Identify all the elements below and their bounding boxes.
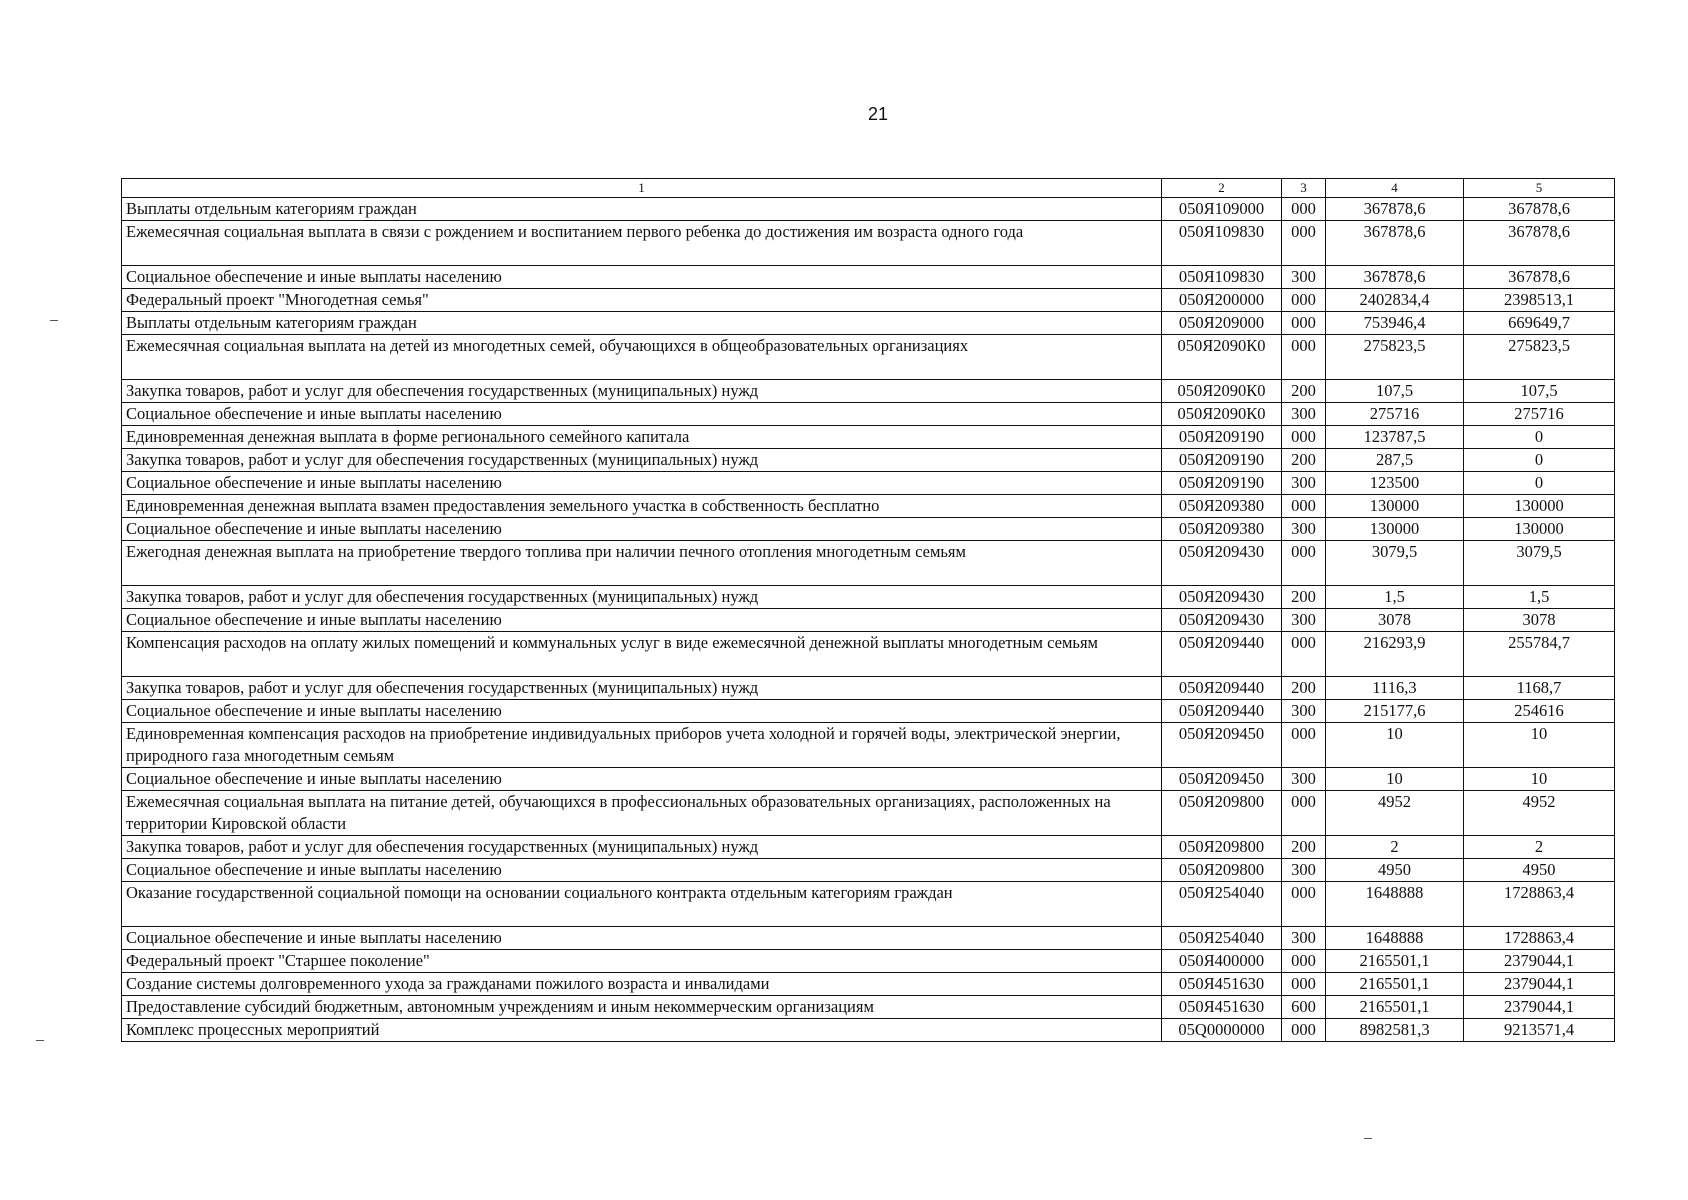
cell-value-col5: 0	[1464, 472, 1615, 495]
cell-value-col4: 1116,3	[1326, 677, 1464, 700]
cell-name: Единовременная компенсация расходов на приобретение индивидуальных приборов учета холодной и горячей воды, электрической энергии, природного газа многодетным семьям	[122, 723, 1162, 768]
cell-code: 050Я209440	[1162, 632, 1282, 677]
cell-name: Оказание государственной социальной помощи на основании социального контракта отдельным категориям граждан	[122, 882, 1162, 927]
cell-expense-type: 000	[1282, 882, 1326, 927]
table-row	[122, 791, 1615, 836]
column-header-3: 3	[1282, 179, 1326, 198]
cell-value-col5: 0	[1464, 449, 1615, 472]
cell-value-col4: 287,5	[1326, 449, 1464, 472]
cell-expense-type: 300	[1282, 700, 1326, 723]
cell-expense-type: 200	[1282, 449, 1326, 472]
cell-expense-type: 000	[1282, 973, 1326, 996]
cell-expense-type: 300	[1282, 859, 1326, 882]
table-row	[122, 335, 1615, 380]
table-row	[122, 996, 1615, 1019]
cell-value-col5: 1728863,4	[1464, 882, 1615, 927]
cell-value-col4: 2165501,1	[1326, 950, 1464, 973]
cell-name: Закупка товаров, работ и услуг для обеспечения государственных (муниципальных) нужд	[122, 836, 1162, 859]
cell-value-col5: 2398513,1	[1464, 289, 1615, 312]
cell-value-col4: 10	[1326, 723, 1464, 768]
cell-expense-type: 200	[1282, 586, 1326, 609]
table-row	[122, 289, 1615, 312]
cell-value-col5: 254616	[1464, 700, 1615, 723]
table-row	[122, 700, 1615, 723]
cell-name: Создание системы долговременного ухода за гражданами пожилого возраста и инвалидами	[122, 973, 1162, 996]
cell-name: Ежегодная денежная выплата на приобретение твердого топлива при наличии печного отопления многодетным семьям	[122, 541, 1162, 586]
table-row	[122, 266, 1615, 289]
cell-expense-type: 200	[1282, 677, 1326, 700]
cell-code: 050Я209430	[1162, 609, 1282, 632]
table-row	[122, 859, 1615, 882]
scan-speck	[1364, 1138, 1372, 1139]
cell-name: Закупка товаров, работ и услуг для обеспечения государственных (муниципальных) нужд	[122, 677, 1162, 700]
column-header-1: 1	[122, 179, 1162, 198]
cell-expense-type: 000	[1282, 723, 1326, 768]
table-body	[122, 198, 1615, 1042]
cell-code: 050Я209190	[1162, 449, 1282, 472]
cell-value-col4: 2402834,4	[1326, 289, 1464, 312]
page-number: 21	[867, 104, 889, 124]
cell-code: 050Я109830	[1162, 221, 1282, 266]
cell-value-col4: 8982581,3	[1326, 1019, 1464, 1042]
cell-value-col4: 753946,4	[1326, 312, 1464, 335]
table-row	[122, 950, 1615, 973]
cell-value-col5: 275716	[1464, 403, 1615, 426]
table-row	[122, 882, 1615, 927]
cell-value-col5: 669649,7	[1464, 312, 1615, 335]
cell-value-col4: 275823,5	[1326, 335, 1464, 380]
cell-expense-type: 300	[1282, 927, 1326, 950]
scan-speck	[36, 1040, 44, 1041]
cell-code: 050Я2090К0	[1162, 380, 1282, 403]
cell-value-col4: 1,5	[1326, 586, 1464, 609]
cell-value-col5: 4950	[1464, 859, 1615, 882]
cell-code: 050Я209440	[1162, 700, 1282, 723]
cell-code: 050Я209800	[1162, 791, 1282, 836]
cell-name: Комплекс процессных мероприятий	[122, 1019, 1162, 1042]
cell-code: 050Я209190	[1162, 426, 1282, 449]
cell-value-col5: 2379044,1	[1464, 950, 1615, 973]
cell-value-col5: 255784,7	[1464, 632, 1615, 677]
cell-value-col5: 10	[1464, 768, 1615, 791]
cell-value-col5: 367878,6	[1464, 266, 1615, 289]
budget-table	[121, 178, 1615, 1042]
cell-name: Ежемесячная социальная выплата на питание детей, обучающихся в профессиональных образовательных организациях, расположенных на территории Кировской области	[122, 791, 1162, 836]
table-row	[122, 472, 1615, 495]
cell-value-col5: 275823,5	[1464, 335, 1615, 380]
cell-value-col4: 367878,6	[1326, 221, 1464, 266]
cell-expense-type: 000	[1282, 541, 1326, 586]
cell-expense-type: 000	[1282, 335, 1326, 380]
cell-expense-type: 200	[1282, 836, 1326, 859]
cell-expense-type: 000	[1282, 791, 1326, 836]
cell-name: Единовременная денежная выплата в форме регионального семейного капитала	[122, 426, 1162, 449]
table-row	[122, 221, 1615, 266]
table-row	[122, 677, 1615, 700]
cell-expense-type: 000	[1282, 1019, 1326, 1042]
table-row	[122, 768, 1615, 791]
scan-speck	[50, 320, 58, 321]
cell-value-col4: 3078	[1326, 609, 1464, 632]
cell-code: 050Я209190	[1162, 472, 1282, 495]
table-row	[122, 609, 1615, 632]
cell-value-col5: 367878,6	[1464, 221, 1615, 266]
cell-value-col4: 4950	[1326, 859, 1464, 882]
cell-name: Выплаты отдельным категориям граждан	[122, 312, 1162, 335]
cell-value-col5: 107,5	[1464, 380, 1615, 403]
cell-name: Федеральный проект "Многодетная семья"	[122, 289, 1162, 312]
cell-expense-type: 300	[1282, 518, 1326, 541]
cell-value-col4: 107,5	[1326, 380, 1464, 403]
table-row	[122, 541, 1615, 586]
cell-value-col5: 3079,5	[1464, 541, 1615, 586]
table-row	[122, 198, 1615, 221]
cell-code: 050Я209380	[1162, 518, 1282, 541]
cell-name: Социальное обеспечение и иные выплаты населению	[122, 518, 1162, 541]
cell-code: 050Я400000	[1162, 950, 1282, 973]
cell-value-col4: 2165501,1	[1326, 996, 1464, 1019]
cell-name: Ежемесячная социальная выплата на детей из многодетных семей, обучающихся в общеобразовательных организациях	[122, 335, 1162, 380]
cell-expense-type: 000	[1282, 495, 1326, 518]
column-header-4: 4	[1326, 179, 1464, 198]
column-header-5: 5	[1464, 179, 1615, 198]
cell-expense-type: 000	[1282, 289, 1326, 312]
header-row	[122, 179, 1615, 198]
cell-value-col4: 1648888	[1326, 927, 1464, 950]
cell-expense-type: 000	[1282, 221, 1326, 266]
cell-code: 050Я200000	[1162, 289, 1282, 312]
cell-value-col5: 1728863,4	[1464, 927, 1615, 950]
cell-value-col4: 1648888	[1326, 882, 1464, 927]
cell-name: Выплаты отдельным категориям граждан	[122, 198, 1162, 221]
cell-expense-type: 000	[1282, 312, 1326, 335]
cell-code: 050Я2090К0	[1162, 335, 1282, 380]
table-row	[122, 449, 1615, 472]
cell-name: Социальное обеспечение и иные выплаты населению	[122, 700, 1162, 723]
cell-name: Федеральный проект "Старшее поколение"	[122, 950, 1162, 973]
cell-name: Ежемесячная социальная выплата в связи с рождением и воспитанием первого ребенка до достижения им возраста одного года	[122, 221, 1162, 266]
cell-code: 050Я209430	[1162, 586, 1282, 609]
table-row	[122, 312, 1615, 335]
cell-value-col4: 4952	[1326, 791, 1464, 836]
cell-code: 050Я109830	[1162, 266, 1282, 289]
cell-code: 050Я209800	[1162, 836, 1282, 859]
cell-name: Компенсация расходов на оплату жилых помещений и коммунальных услуг в виде ежемесячной денежной выплаты многодетным семьям	[122, 632, 1162, 677]
cell-expense-type: 000	[1282, 632, 1326, 677]
cell-value-col5: 1,5	[1464, 586, 1615, 609]
cell-code: 050Я2090К0	[1162, 403, 1282, 426]
cell-expense-type: 200	[1282, 380, 1326, 403]
cell-expense-type: 000	[1282, 950, 1326, 973]
cell-expense-type: 300	[1282, 768, 1326, 791]
cell-value-col4: 10	[1326, 768, 1464, 791]
cell-name: Социальное обеспечение и иные выплаты населению	[122, 768, 1162, 791]
cell-name: Социальное обеспечение и иные выплаты населению	[122, 403, 1162, 426]
cell-value-col4: 130000	[1326, 495, 1464, 518]
cell-expense-type: 300	[1282, 472, 1326, 495]
cell-value-col5: 130000	[1464, 518, 1615, 541]
table-row	[122, 586, 1615, 609]
cell-value-col4: 123500	[1326, 472, 1464, 495]
table-row	[122, 1019, 1615, 1042]
table-row	[122, 518, 1615, 541]
cell-code: 050Я209800	[1162, 859, 1282, 882]
cell-name: Предоставление субсидий бюджетным, автономным учреждениям и иным некоммерческим организациям	[122, 996, 1162, 1019]
cell-value-col5: 9213571,4	[1464, 1019, 1615, 1042]
cell-value-col5: 2	[1464, 836, 1615, 859]
table-row	[122, 723, 1615, 768]
table-row	[122, 973, 1615, 996]
cell-value-col4: 130000	[1326, 518, 1464, 541]
cell-value-col5: 3078	[1464, 609, 1615, 632]
cell-value-col4: 215177,6	[1326, 700, 1464, 723]
cell-name: Социальное обеспечение и иные выплаты населению	[122, 266, 1162, 289]
cell-name: Закупка товаров, работ и услуг для обеспечения государственных (муниципальных) нужд	[122, 449, 1162, 472]
cell-value-col4: 2	[1326, 836, 1464, 859]
cell-value-col4: 123787,5	[1326, 426, 1464, 449]
cell-code: 050Я254040	[1162, 882, 1282, 927]
cell-code: 050Я209380	[1162, 495, 1282, 518]
cell-name: Закупка товаров, работ и услуг для обеспечения государственных (муниципальных) нужд	[122, 586, 1162, 609]
cell-value-col4: 367878,6	[1326, 198, 1464, 221]
cell-value-col4: 2165501,1	[1326, 973, 1464, 996]
cell-code: 050Я209440	[1162, 677, 1282, 700]
cell-code: 050Я209000	[1162, 312, 1282, 335]
cell-name: Социальное обеспечение и иные выплаты населению	[122, 927, 1162, 950]
cell-expense-type: 000	[1282, 198, 1326, 221]
cell-code: 050Я451630	[1162, 996, 1282, 1019]
cell-code: 050Я254040	[1162, 927, 1282, 950]
cell-expense-type: 300	[1282, 266, 1326, 289]
cell-value-col5: 0	[1464, 426, 1615, 449]
cell-expense-type: 600	[1282, 996, 1326, 1019]
cell-code: 050Я109000	[1162, 198, 1282, 221]
cell-value-col4: 275716	[1326, 403, 1464, 426]
cell-code: 050Я209450	[1162, 768, 1282, 791]
table-row	[122, 403, 1615, 426]
cell-name: Закупка товаров, работ и услуг для обеспечения государственных (муниципальных) нужд	[122, 380, 1162, 403]
cell-value-col5: 130000	[1464, 495, 1615, 518]
cell-value-col5: 2379044,1	[1464, 973, 1615, 996]
cell-value-col4: 3079,5	[1326, 541, 1464, 586]
cell-value-col4: 216293,9	[1326, 632, 1464, 677]
cell-value-col5: 4952	[1464, 791, 1615, 836]
table-row	[122, 836, 1615, 859]
cell-value-col5: 10	[1464, 723, 1615, 768]
cell-expense-type: 300	[1282, 609, 1326, 632]
table-row	[122, 380, 1615, 403]
table-row	[122, 495, 1615, 518]
table-row	[122, 632, 1615, 677]
cell-value-col4: 367878,6	[1326, 266, 1464, 289]
table-row	[122, 426, 1615, 449]
cell-code: 050Я451630	[1162, 973, 1282, 996]
cell-code: 050Я209450	[1162, 723, 1282, 768]
column-header-2: 2	[1162, 179, 1282, 198]
cell-name: Единовременная денежная выплата взамен предоставления земельного участка в собственность бесплатно	[122, 495, 1162, 518]
cell-value-col5: 2379044,1	[1464, 996, 1615, 1019]
table-row	[122, 927, 1615, 950]
cell-name: Социальное обеспечение и иные выплаты населению	[122, 859, 1162, 882]
cell-code: 050Я209430	[1162, 541, 1282, 586]
cell-value-col5: 367878,6	[1464, 198, 1615, 221]
cell-expense-type: 300	[1282, 403, 1326, 426]
cell-code: 05Q0000000	[1162, 1019, 1282, 1042]
cell-name: Социальное обеспечение и иные выплаты населению	[122, 472, 1162, 495]
cell-expense-type: 000	[1282, 426, 1326, 449]
cell-name: Социальное обеспечение и иные выплаты населению	[122, 609, 1162, 632]
cell-value-col5: 1168,7	[1464, 677, 1615, 700]
